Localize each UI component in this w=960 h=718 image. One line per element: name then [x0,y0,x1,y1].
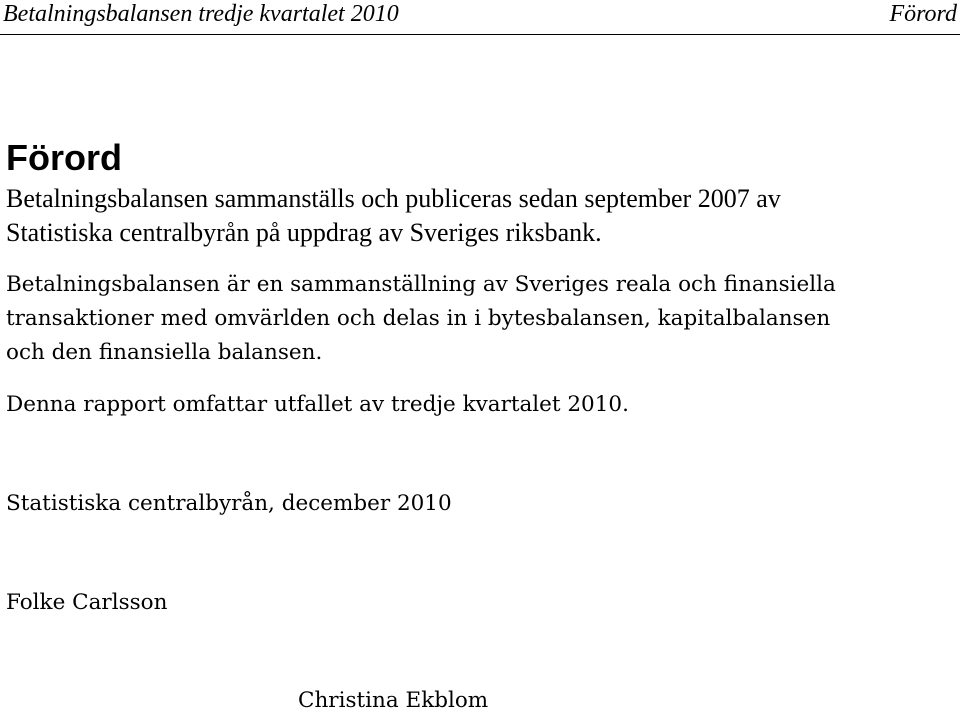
intro-line: Betalningsbalansen sammanställs och publiceras sedan september 2007 av [6,184,781,213]
running-header [0,0,960,35]
description-line: transaktioner med omvärlden och delas in i bytesbalansen, kapitalbalansen [6,306,831,331]
intro-paragraph [6,182,781,250]
document-title: Betalningsbalansen tredje kvartalet 2010 [3,1,399,27]
section-title: Förord [889,1,957,27]
report-paragraph [6,388,956,422]
report-line: Denna rapport omfattar utfallet av tredje kvartalet 2010. [6,392,629,417]
description-line: och den finansiella balansen. [6,340,323,365]
description-line: Betalningsbalansen är en sammanställning av Sveriges reala och finansiella [6,272,836,297]
signature-second: Christina Ekblom [298,688,489,713]
description-paragraph [6,268,956,370]
signature-first: Folke Carlsson [6,590,168,615]
place-date: Statistiska centralbyrån, december 2010 [6,491,452,516]
page-heading: Förord [6,137,122,178]
intro-line: Statistiska centralbyrån på uppdrag av Sveriges riksbank. [6,218,602,247]
